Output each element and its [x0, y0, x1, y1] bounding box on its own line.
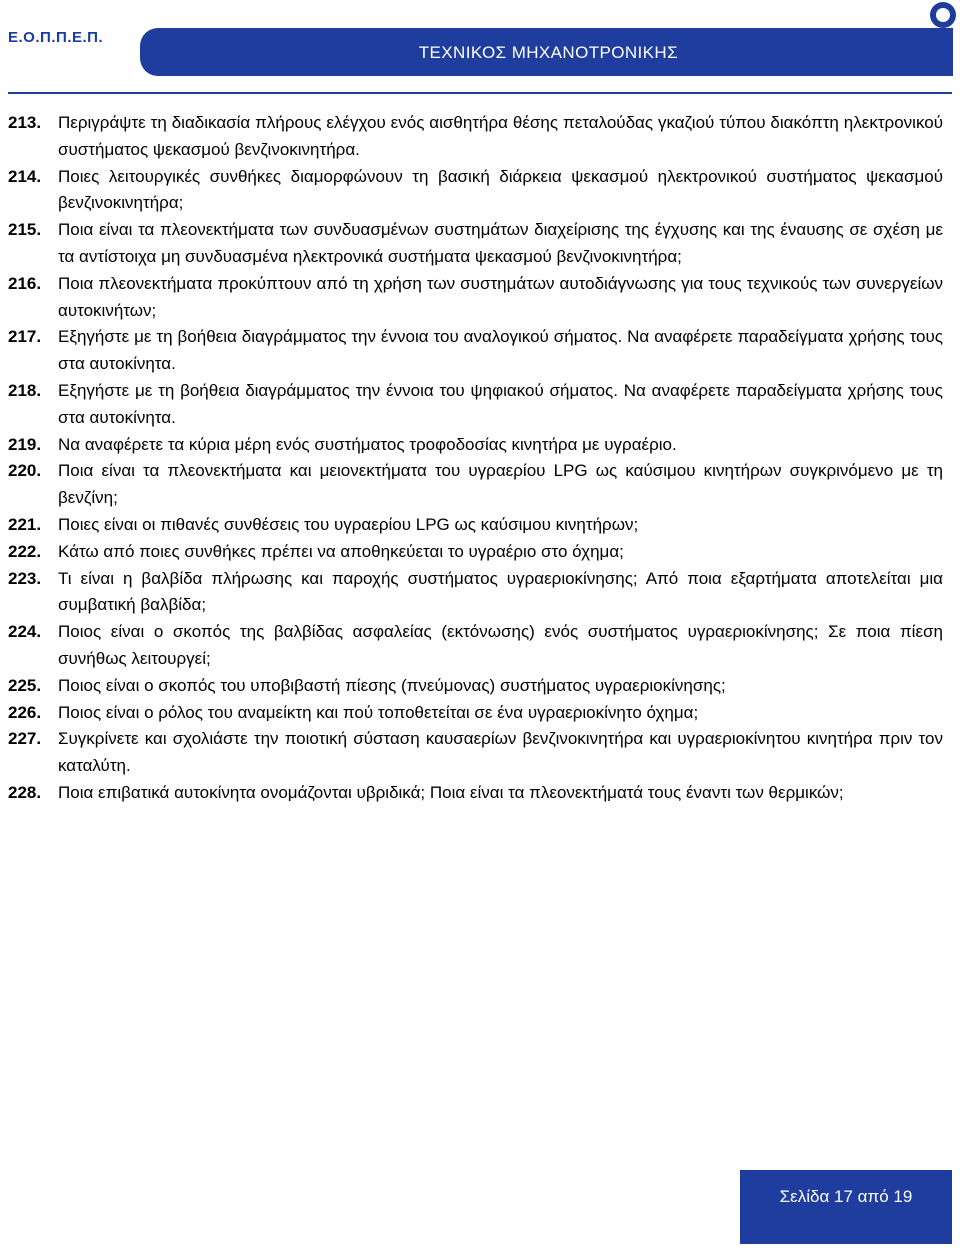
question-item [8, 673, 943, 700]
question-item [8, 110, 943, 164]
question-number: 216. [8, 273, 42, 293]
question-text: Εξηγήστε με τη βοήθεια διαγράμματος την έννοια του αναλογικού σήματος. Να αναφέρετε παραδείγματα χρήσης τους στα αυτοκίνητα. [58, 327, 943, 374]
question-text: Ποια είναι τα πλεονεκτήματα και μειονεκτήματα του υγραερίου LPG ως καύσιμου κινητήρων συγκρινόμενο με τη βενζίνη; [58, 461, 943, 508]
logo-icon [930, 2, 956, 28]
question-number: 217. [8, 327, 42, 347]
question-text: Συγκρίνετε και σχολιάστε την ποιοτική σύσταση καυσαερίων βενζινοκινητήρα και υγραεριοκίνητου κινητήρα πριν τον καταλύτη. [58, 729, 943, 776]
question-number: 220. [8, 461, 42, 481]
question-text: Κάτω από ποιες συνθήκες πρέπει να αποθηκεύεται το υγραέριο στο όχημα; [58, 541, 624, 561]
question-number: 218. [8, 380, 42, 400]
page-footer [740, 1170, 952, 1245]
question-text: Να αναφέρετε τα κύρια μέρη ενός συστήματος τροφοδοσίας κινητήρα με υγραέριο. [58, 434, 677, 454]
question-item [8, 217, 943, 271]
question-item [8, 700, 943, 727]
question-item [8, 780, 943, 807]
header-divider [8, 92, 952, 94]
question-item [8, 566, 943, 620]
question-item [8, 458, 943, 512]
question-number: 222. [8, 541, 42, 561]
question-item [8, 539, 943, 566]
question-number: 225. [8, 675, 42, 695]
question-text: Ποια επιβατικά αυτοκίνητα ονομάζονται υβριδικά; Ποια είναι τα πλεονεκτήματά τους έναντι των θερμικών; [58, 782, 844, 802]
question-item [8, 164, 943, 218]
question-number: 228. [8, 782, 42, 802]
question-item [8, 271, 943, 325]
page-header [0, 0, 960, 100]
question-number: 227. [8, 729, 42, 749]
question-text: Ποιος είναι ο ρόλος του αναμείκτη και πού τοποθετείται σε ένα υγραεριοκίνητο όχημα; [58, 702, 699, 722]
organization-name: Ε.Ο.Π.Π.Ε.Π. [8, 29, 104, 46]
question-number: 226. [8, 702, 42, 722]
question-text: Ποιες είναι οι πιθανές συνθέσεις του υγραερίου LPG ως καύσιμου κινητήρων; [58, 514, 639, 534]
question-item [8, 512, 943, 539]
specialty-title: ΤΕΧΝΙΚΟΣ ΜΗΧΑΝΟΤΡΟΝΙΚΗΣ [418, 43, 678, 62]
question-text: Περιγράψτε τη διαδικασία πλήρους ελέγχου ενός αισθητήρα θέσης πεταλούδας γκαζιού τύπου διακόπτη ηλεκτρονικού συστήματος ψεκασμού βενζινοκινητήρα. [58, 113, 943, 159]
question-text: Εξηγήστε με τη βοήθεια διαγράμματος την έννοια του ψηφιακού σήματος. Να αναφέρετε παραδείγματα χρήσης τους στα αυτοκίνητα. [58, 380, 943, 427]
question-number: 224. [8, 622, 42, 642]
question-number: 219. [8, 434, 42, 454]
page-number: Σελίδα 17 από 19 [779, 1187, 913, 1206]
question-text: Ποιες λειτουργικές συνθήκες διαμορφώνουν τη βασική διάρκεια ψεκασμού ηλεκτρονικού συστήματος ψεκασμού βενζινοκινητήρα; [58, 166, 943, 213]
question-number: 223. [8, 568, 42, 588]
question-text: Ποια είναι τα πλεονεκτήματα των συνδυασμένων συστημάτων διαχείρισης της έγχυσης και της έναυσης σε σχέση με τα αντίστοιχα μη συνδυασμένα ηλεκτρονικά συστήματα ψεκασμού βενζινοκινητήρα; [58, 220, 943, 266]
question-number: 213. [8, 113, 42, 132]
question-text: Ποιος είναι ο σκοπός του υποβιβαστή πίεσης (πνεύμονας) συστήματος υγραεριοκίνησης; [58, 675, 726, 695]
question-number: 215. [8, 220, 42, 240]
question-item [8, 378, 943, 432]
question-text: Ποια πλεονεκτήματα προκύπτουν από τη χρήση των συστημάτων αυτοδιάγνωσης για τους τεχνικούς των συνεργείων αυτοκινήτων; [58, 273, 943, 320]
question-text: Ποιος είναι ο σκοπός της βαλβίδας ασφαλείας (εκτόνωσης) ενός συστήματος υγραεριοκίνησης; Σε ποια πίεση συνήθως λειτουργεί; [58, 622, 943, 668]
question-item [8, 619, 943, 673]
question-number: 221. [8, 514, 42, 534]
question-item [8, 726, 943, 780]
question-list [8, 110, 943, 807]
question-number: 214. [8, 166, 42, 186]
question-text: Τι είναι η βαλβίδα πλήρωσης και παροχής συστήματος υγραεριοκίνησης; Από ποια εξαρτήματα αποτελείται μια συμβατική βαλβίδα; [58, 568, 943, 615]
question-item [8, 324, 943, 378]
question-item [8, 432, 943, 459]
